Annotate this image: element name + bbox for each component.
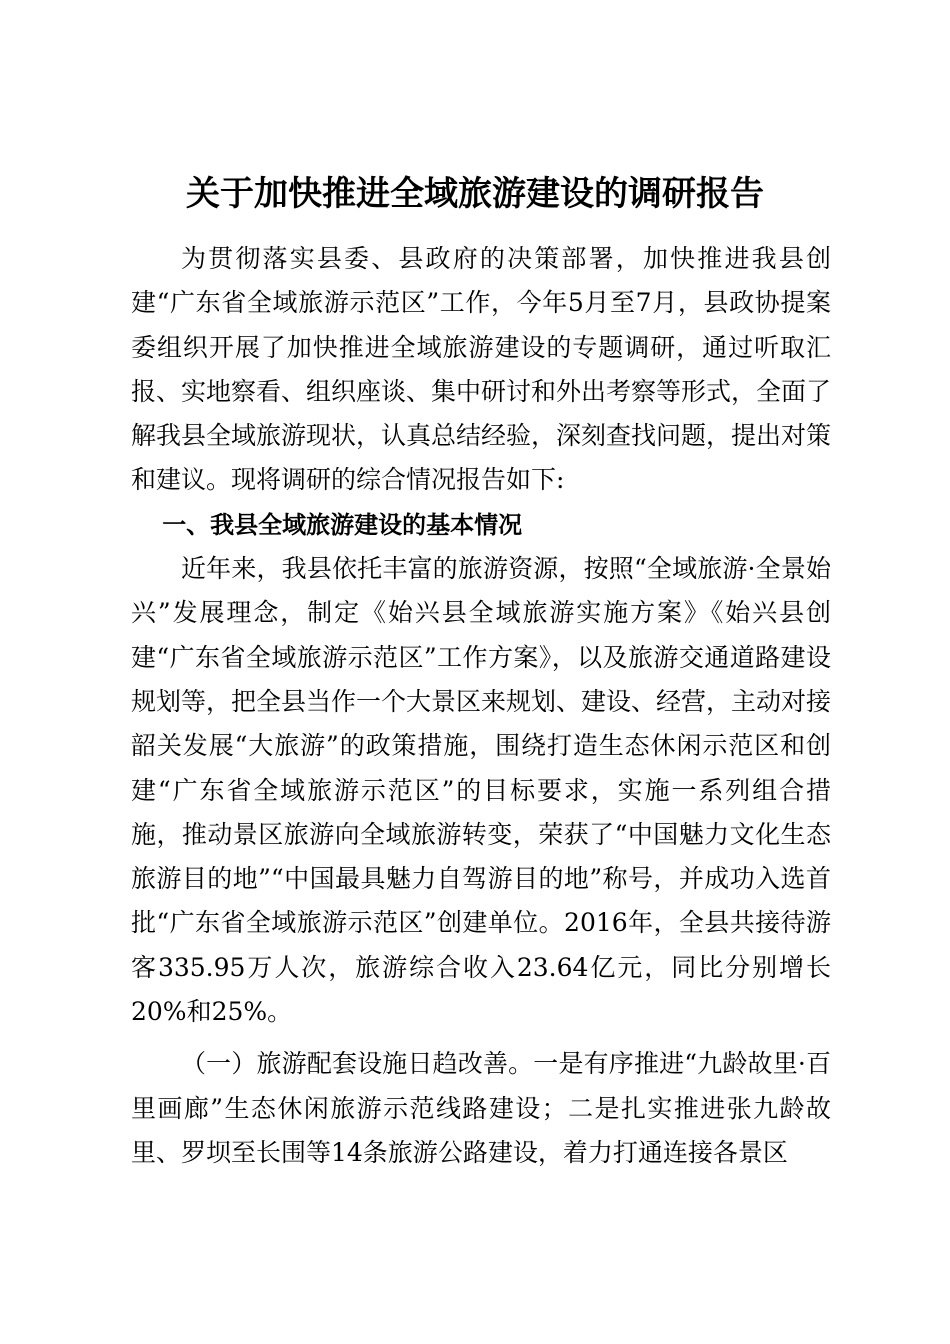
document-title: 关于加快推进全域旅游建设的调研报告	[186, 174, 764, 214]
document-body	[131, 237, 831, 1175]
section-1-heading: 一、我县全域旅游建设的基本情况	[162, 510, 523, 539]
intro-paragraph: 为贯彻落实县委、县政府的决策部署，加快推进我县创建“广东省全域旅游示范区”工作，今年5月至7月，县政协提案委组织开展了加快推进全域旅游建设的专题调研，通过听取汇报、实地察看、组织座谈、集中研讨和外出考察等形式，全面了解我县全域旅游现状，认真总结经验，深刻查找问题，提出对策和建议。现将调研的综合情况报告如下:	[131, 244, 832, 495]
subsection-1-text: 一是有序推进“九龄故里·百里画廊”生态休闲旅游示范线路建设；二是扎实推进张九龄故里、罗坝至长围等14条旅游公路建设，着力打通连接各景区	[131, 1049, 831, 1167]
section-1-paragraph: 近年来，我县依托丰富的旅游资源，按照“全域旅游·全景始兴”发展理念，制定《始兴县全域旅游实施方案》《始兴县创建“广东省全域旅游示范区”工作方案》，以及旅游交通道路建设规划等，把全县当作一个大景区来规划、建设、经营，主动对接韶关发展“大旅游”的政策措施，围绕打造生态休闲示范区和创建“广东省全域旅游示范区”的目标要求，实施一系列组合措施，推动景区旅游向全域旅游转变，荣获了“中国魅力文化生态旅游目的地”“中国最具魅力自驾游目的地”称号，并成功入选首批“广东省全域旅游示范区”创建单位。2016年，全县共接待游客335.95万人次，旅游综合收入23.64亿元，同比分别增长20%和25%。	[131, 554, 832, 1027]
subsection-1-paragraph	[131, 1042, 831, 1175]
subsection-1-heading: （一）旅游配套设施日趋改善。	[181, 1049, 534, 1079]
